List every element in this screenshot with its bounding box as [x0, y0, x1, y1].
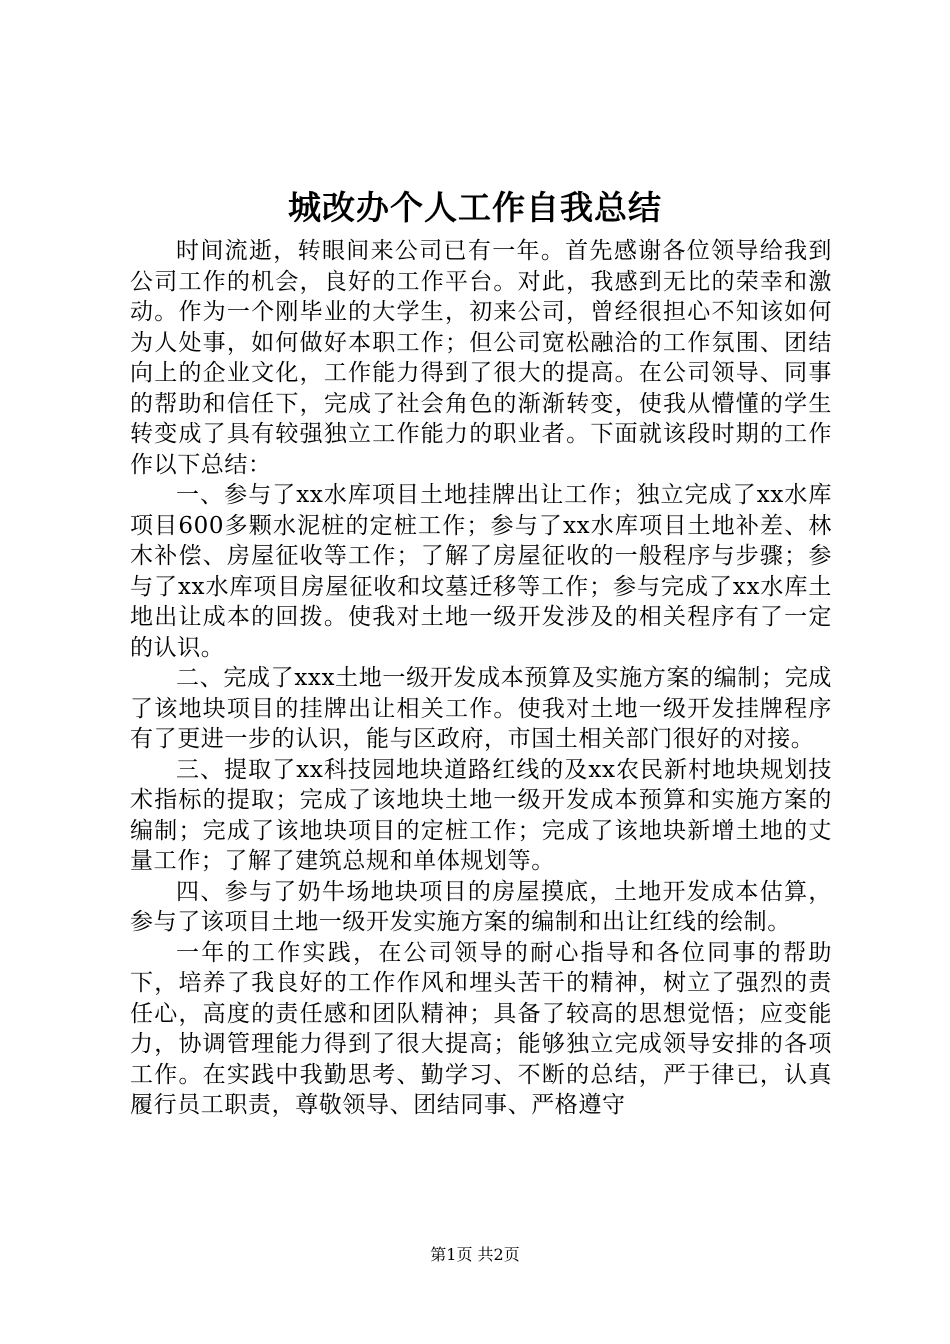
paragraph-summary: 一年的工作实践，在公司领导的耐心指导和各位同事的帮助下，培养了我良好的工作作风和埋头苦干的精神，树立了强烈的责任心，高度的责任感和团队精神；具备了较高的思想觉悟；应变能力，协调管理能力得到了很大提高；能够独立完成领导安排的各项工作。在实践中我勤思考、勤学习、不断的总结，严于律已，认真履行员工职责，尊敬领导、团结同事、严格遵守 [130, 939, 832, 1118]
page-number-footer: 第1页 共2页 [430, 1245, 520, 1264]
document-title: 城改办个人工作自我总结 [288, 188, 662, 227]
paragraph-item-2: 二、完成了xxx土地一级开发成本预算及实施方案的编制；完成了该地块项目的挂牌出让相关工作。使我对土地一级开发挂牌程序有了更进一步的认识，能与区政府，市国土相关部门很好的对接。 [130, 665, 832, 752]
paragraph-item-3: 三、提取了xx科技园地块道路红线的及xx农民新村地块规划技术指标的提取；完成了该地块土地一级开发成本预算和实施方案的编制；完成了该地块项目的定桩工作；完成了该地块新增土地的丈量工作；了解了建筑总规和单体规划等。 [130, 756, 832, 874]
paragraph-item-4: 四、参与了奶牛场地块项目的房屋摸底，土地开发成本估算，参与了该项目土地一级开发实施方案的编制和出让红线的绘制。 [130, 878, 832, 935]
document-body [130, 236, 832, 1121]
paragraph-item-1: 一、参与了xx水库项目土地挂牌出让工作；独立完成了xx水库项目600多颗水泥桩的定桩工作；参与了xx水库项目土地补差、林木补偿、房屋征收等工作；了解了房屋征收的一般程序与步骤；参与了xx水库项目房屋征收和坟墓迁移等工作；参与完成了xx水库土地出让成本的回拨。使我对土地一级开发涉及的相关程序有了一定的认识。 [130, 482, 832, 661]
paragraph-intro: 时间流逝，转眼间来公司已有一年。首先感谢各位领导给我到公司工作的机会，良好的工作平台。对此，我感到无比的荣幸和激动。作为一个刚毕业的大学生，初来公司，曾经很担心不知该如何为人处事，如何做好本职工作；但公司宽松融洽的工作氛围、团结向上的企业文化，工作能力得到了很大的提高。在公司领导、同事的帮助和信任下，完成了社会角色的渐渐转变，使我从懵懂的学生转变成了具有较强独立工作能力的职业者。下面就该段时期的工作作以下总结： [130, 238, 832, 478]
